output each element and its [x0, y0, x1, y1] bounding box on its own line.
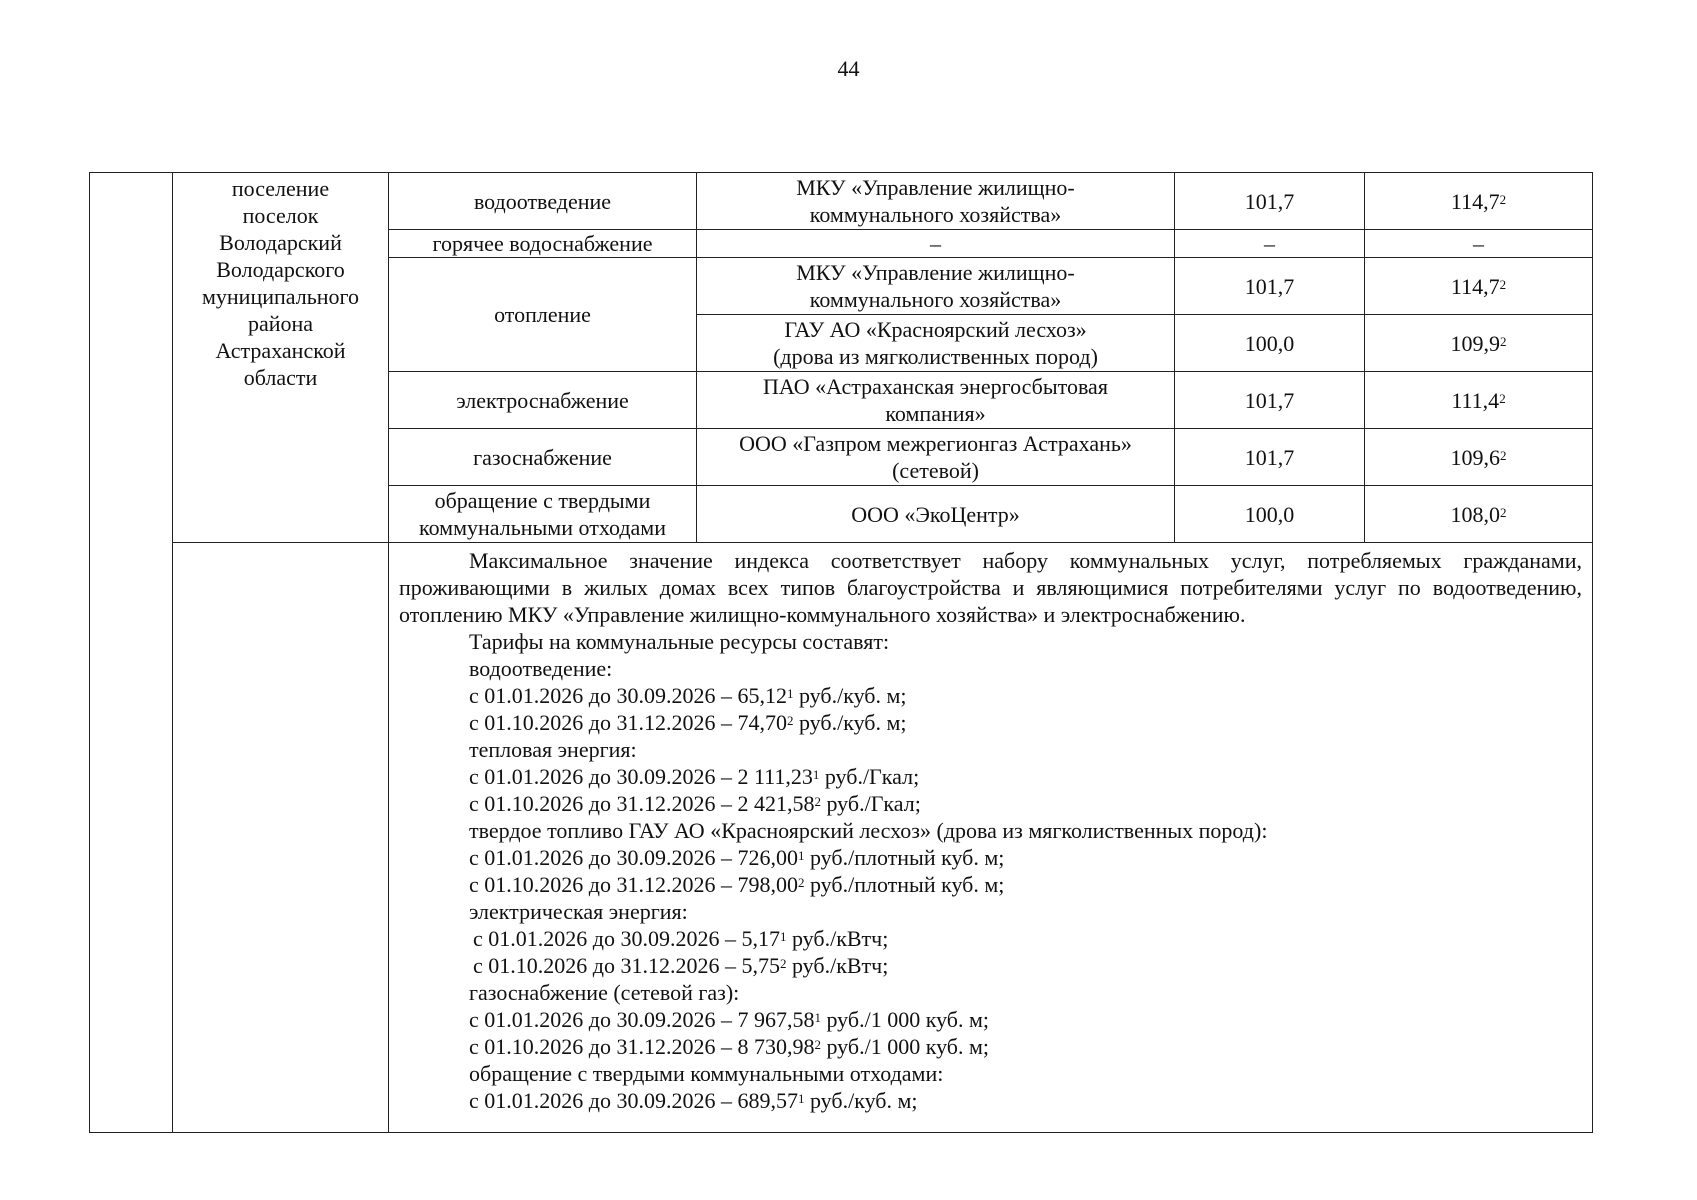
max-index-cell: [1365, 315, 1593, 372]
footnote-mark: 1: [814, 1010, 821, 1025]
max-index-cell: [1365, 372, 1593, 429]
index-cell: [90, 173, 173, 1133]
tariff-line-text: с 01.10.2026 до 31.12.2026 – 8 730,98: [469, 1034, 815, 1059]
service-cell: [389, 486, 697, 543]
max-index-value: 111,4: [1451, 387, 1500, 413]
tariff-line-text: с 01.01.2026 до 30.09.2026 – 65,12: [469, 683, 787, 708]
service-cell: электроснабжение: [389, 372, 697, 429]
area-continuation-cell: [173, 543, 389, 1133]
tariff-line: [399, 1087, 1582, 1114]
tariff-line-text: с 01.01.2026 до 30.09.2026 – 7 967,58: [469, 1007, 815, 1032]
footnote-mark: 2: [1499, 191, 1507, 207]
tariff-line: [399, 790, 1582, 817]
service-cell: отопление: [389, 258, 697, 372]
tariff-line: водоотведение:: [469, 656, 613, 681]
tariff-line-unit: руб./кВтч;: [786, 926, 889, 951]
provider-cell: [697, 173, 1175, 230]
area-line: поселок: [242, 203, 319, 228]
index-value-cell: 100,0: [1175, 486, 1365, 543]
provider-cell: [697, 315, 1175, 372]
service-cell: водоотведение: [389, 173, 697, 230]
area-line: Астраханской: [215, 338, 346, 363]
tariff-line: [399, 763, 1582, 790]
tariff-line-text: с 01.10.2026 до 31.12.2026 – 74,70: [469, 710, 787, 735]
tariff-line: [399, 1033, 1582, 1060]
max-index-cell: [1365, 173, 1593, 230]
table-row: [90, 173, 1593, 230]
footnote-mark: 1: [797, 1091, 805, 1106]
area-cell: [173, 173, 389, 543]
footnote-mark: 2: [1499, 276, 1507, 292]
provider-line: ГАУ АО «Красноярский лесхоз»: [784, 317, 1087, 342]
area-line: муниципального: [201, 284, 359, 309]
tariff-line-text: с 01.10.2026 до 31.12.2026 – 2 421,58: [469, 791, 815, 816]
provider-line: МКУ «Управление жилищно-: [796, 175, 1075, 200]
tariff-line-unit: руб./куб. м;: [793, 683, 907, 708]
tariff-line-unit: руб./Гкал;: [819, 764, 920, 789]
tariff-line: газоснабжение (сетевой газ):: [469, 980, 740, 1005]
max-index-value: 108,0: [1450, 501, 1500, 527]
tariff-line: [399, 844, 1582, 871]
tariff-line-unit: руб./Гкал;: [820, 791, 921, 816]
max-index-value: 114,7: [1450, 273, 1500, 299]
tariff-line-text: с 01.01.2026 до 30.09.2026 – 689,57: [469, 1088, 798, 1113]
provider-line: коммунального хозяйства»: [809, 202, 1062, 227]
provider-cell: [697, 372, 1175, 429]
provider-line: МКУ «Управление жилищно-: [796, 260, 1075, 285]
max-index-cell: [1365, 258, 1593, 315]
provider-line: компания»: [885, 401, 986, 426]
index-value-cell: 100,0: [1175, 315, 1365, 372]
footnote-mark: 2: [1499, 390, 1506, 406]
provider-line: (дрова из мягколиственных пород): [773, 344, 1098, 369]
index-value-cell: 101,7: [1175, 372, 1365, 429]
tariff-line: тепловая энергия:: [469, 737, 637, 762]
area-line: Володарского: [216, 257, 345, 282]
tariff-line: [399, 1006, 1582, 1033]
tariff-line: твердое топливо ГАУ АО «Красноярский лесхоз» (дрова из мягколиственных пород):: [469, 818, 1268, 843]
notes-cell: [389, 543, 1593, 1133]
index-value-cell: –: [1175, 230, 1365, 258]
tariff-line: [399, 871, 1582, 898]
provider-line: коммунального хозяйства»: [809, 287, 1062, 312]
provider-cell: ООО «ЭкоЦентр»: [697, 486, 1175, 543]
footnote-mark: 1: [797, 848, 805, 863]
tariff-line-text: с 01.10.2026 до 31.12.2026 – 798,00: [469, 872, 798, 897]
footnote-mark: 2: [1500, 333, 1507, 349]
max-index-value: 109,9: [1450, 330, 1500, 356]
max-index-cell: [1365, 429, 1593, 486]
index-value-cell: 101,7: [1175, 429, 1365, 486]
provider-cell: –: [697, 230, 1175, 258]
tariff-line-text: с 01.10.2026 до 31.12.2026 – 5,75: [473, 953, 780, 978]
max-index-value: 114,7: [1450, 188, 1500, 214]
area-line: района: [247, 311, 314, 336]
tariff-line-unit: руб./кВтч;: [786, 953, 889, 978]
provider-line: (сетевой): [892, 458, 979, 483]
provider-cell: [697, 258, 1175, 315]
tariff-line: обращение с твердыми коммунальными отходами:: [469, 1061, 944, 1086]
tariff-line: Тарифы на коммунальные ресурсы составят:: [469, 629, 890, 654]
service-cell: газоснабжение: [389, 429, 697, 486]
tariff-line-text: с 01.01.2026 до 30.09.2026 – 5,17: [473, 926, 780, 951]
index-value-cell: 101,7: [1175, 258, 1365, 315]
footnote-mark: 1: [779, 929, 787, 944]
provider-line: ПАО «Астраханская энергосбытовая: [763, 374, 1108, 399]
max-index-value: 109,6: [1450, 444, 1500, 470]
tariff-line: [399, 682, 1582, 709]
footnote-mark: 2: [1500, 447, 1507, 463]
area-line: области: [243, 365, 318, 390]
area-line: Володарский: [219, 230, 342, 255]
max-index-cell: –: [1365, 230, 1593, 258]
tariff-line-unit: руб./1 000 куб. м;: [820, 1007, 990, 1032]
tariff-line: [399, 925, 1582, 952]
footnote-mark: 1: [812, 767, 820, 782]
index-value-cell: 101,7: [1175, 173, 1365, 230]
area-line: поселение: [231, 176, 330, 201]
footnote-mark: 2: [814, 794, 821, 809]
tariff-line-text: с 01.01.2026 до 30.09.2026 – 726,00: [469, 845, 798, 870]
tariff-line: электрическая энергия:: [469, 899, 688, 924]
footnote-mark: 2: [797, 875, 805, 890]
footnote-mark: 1: [786, 686, 794, 701]
table-row: [90, 543, 1593, 1133]
tariff-line: [399, 709, 1582, 736]
index-note-paragraph: Максимальное значение индекса соответствует набору коммунальных услуг, потребляемых гражданами, проживающими в жилых домах всех типов благоустройства и являющимися потребителями услуг по водоотведению, отоплению МКУ «Управление жилищно-коммунального хозяйства» и электроснабжению.: [399, 548, 1582, 627]
service-cell: горячее водоснабжение: [389, 230, 697, 258]
provider-line: ООО «Газпром межрегионгаз Астрахань»: [739, 431, 1132, 456]
tariff-line-text: с 01.01.2026 до 30.09.2026 – 2 111,23: [469, 764, 813, 789]
footnote-mark: 2: [814, 1037, 821, 1052]
max-index-cell: [1365, 486, 1593, 543]
tariff-line: [399, 952, 1582, 979]
service-line: коммунальными отходами: [419, 515, 666, 540]
footnote-mark: 2: [1500, 504, 1507, 520]
footnote-mark: 2: [786, 713, 794, 728]
tariff-line-unit: руб./1 000 куб. м;: [820, 1034, 990, 1059]
footnote-mark: 2: [779, 956, 787, 971]
tariff-line-unit: руб./плотный куб. м;: [804, 845, 1005, 870]
tariff-line-unit: руб./куб. м;: [793, 710, 907, 735]
tariff-line-unit: руб./плотный куб. м;: [804, 872, 1005, 897]
service-line: обращение с твердыми: [434, 488, 651, 513]
provider-cell: [697, 429, 1175, 486]
tariff-line-unit: руб./куб. м;: [804, 1088, 918, 1113]
page-number: 44: [837, 56, 860, 81]
tariff-lines: [399, 628, 1582, 1114]
tariff-table: [89, 172, 1593, 1133]
